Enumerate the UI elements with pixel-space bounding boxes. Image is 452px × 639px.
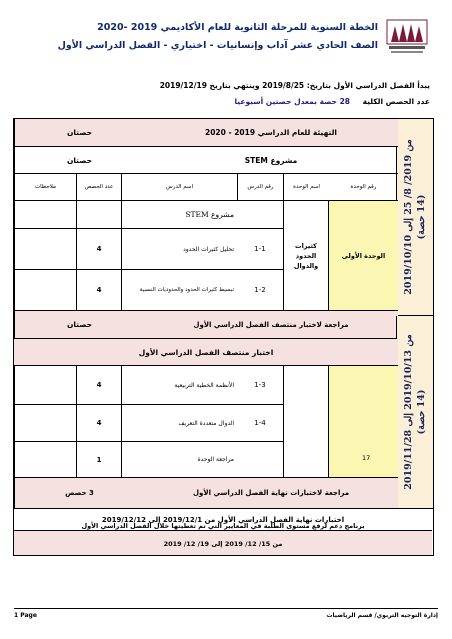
col-unit-num: رقم الوحدة: [350, 184, 377, 190]
midterm-exam-row: [14, 339, 398, 366]
support-title: برنامج دعم لرفع مستوى الطلبة في المعايير التي تم تغطيتها خلال الفصل الدراسي الأول: [81, 522, 365, 530]
ministry-logo: [385, 18, 429, 58]
column-header-row: [14, 174, 398, 201]
col-count: عدد الحصص: [76, 174, 121, 200]
lesson-row: [14, 201, 283, 229]
lesson-num: [237, 201, 283, 228]
lesson-notes: [14, 405, 76, 441]
prep-title: التهيئة للعام الدراسي 2019 - 2020: [205, 128, 337, 137]
support-dates: من 15/ 12/ 2019 إلى 19/ 12/ 2019: [163, 540, 283, 548]
final-review-count: 3 حصص: [14, 478, 144, 508]
project-title: مشروع STEM: [244, 155, 298, 165]
period2-label: من 2019/10/13 إلى 2019/11/28 (14 حصة): [396, 316, 433, 509]
term-dates: يبدأ الفصل الدراسي الأول بتاريخ: 2019/8/25 وينتهي بتاريخ 2019/12/19: [159, 81, 430, 90]
col-unit-name: اسم الوحدة: [283, 174, 329, 200]
page-footer: [14, 608, 438, 619]
prep-row: [14, 119, 398, 147]
lesson-name: تحليل كثيرات الحدود: [121, 229, 237, 269]
lesson-name: تبسيط كثيرات الحدود والحدوديات النسبية: [121, 270, 237, 310]
unit-number-cell: الوحدة الأولى: [329, 201, 398, 311]
prep-count: حصتان: [14, 119, 144, 146]
project-row: [14, 147, 398, 174]
col-lesson-name: اسم الدرس: [121, 174, 237, 200]
lesson-notes: [14, 229, 76, 269]
lesson-row: [14, 366, 283, 405]
col-lesson-num: رقم الدرس: [237, 174, 283, 200]
plan-table: [13, 118, 434, 556]
document-header: [0, 14, 452, 64]
final-review-title: مراجعة لاختبارات نهاية الفصل الدراسي الأول: [192, 489, 350, 497]
support-program-row: [14, 522, 432, 555]
project-count: حصتان: [14, 147, 144, 173]
lesson-notes: [14, 442, 76, 477]
unit-name-cell-2: [283, 366, 329, 478]
lesson-num: [237, 442, 283, 477]
lesson-num: 1-3: [254, 381, 266, 389]
lesson-notes: [14, 366, 76, 404]
lesson-count: 4: [76, 229, 121, 269]
midterm-review-row: [14, 311, 398, 339]
lesson-row: [14, 229, 283, 270]
midterm-exam-title: اختبار منتصف الفصل الدراسي الأول: [138, 347, 274, 357]
lesson-count: [76, 201, 121, 228]
lesson-count: 4: [76, 270, 121, 310]
lesson-count: 4: [76, 405, 121, 441]
lesson-count: 1: [76, 442, 121, 477]
lesson-num: 1-1: [254, 245, 266, 253]
unit-name-cell: كثيرات الحدود والدوال: [283, 201, 329, 311]
lesson-num: 1-4: [254, 419, 266, 427]
total-sessions: [234, 97, 430, 106]
period1-label: من 2019/ 8/ 25 إلى 2019/10/10 (14 حصة): [396, 119, 433, 316]
final-review-row: [14, 478, 398, 509]
lesson-row: [14, 405, 283, 442]
lesson-name: الدوال متعددة التعريف: [121, 405, 237, 441]
lesson-notes: [14, 270, 76, 310]
lesson-row: [14, 270, 283, 311]
department-name: إدارة التوجيه التربوي/ قسم الرياضيات: [326, 612, 438, 619]
lesson-num: 1-2: [254, 286, 266, 294]
page-number: 1 Page: [14, 612, 37, 619]
final-exams-row: اختبارات نهاية الفصل الدراسي الأول من 2019/12/1 إلى 2019/12/12: [14, 509, 432, 531]
grade-title: الصف الحادي عشر آداب وإنسانيات - اختياري - الفصل الدراسي الأول: [57, 40, 378, 51]
col-notes: ملاحظات: [14, 174, 76, 200]
midterm-review-count: حصتان: [14, 311, 144, 338]
lesson-name: مراجعة الوحدة: [121, 442, 237, 477]
lesson-notes: [14, 201, 76, 228]
lesson-count: 4: [76, 366, 121, 404]
unit-review-mark: 17: [362, 454, 371, 462]
total-label: عدد الحصص الكلية: [362, 97, 430, 106]
lesson-name: مشروع STEM: [121, 201, 237, 228]
lesson-row: [14, 442, 283, 478]
plan-title: الخطة السنوية للمرحلة الثانوية للعام الأكاديمي 2019 -2020: [97, 22, 378, 33]
midterm-review-title: مراجعة لاختبار منتصف الفصل الدراسي الأول: [193, 320, 349, 329]
total-value: 28 حصة بمعدل حصتين أسبوعيا: [234, 97, 350, 106]
lesson-name: الأنظمة الخطية التربيعية: [121, 366, 237, 404]
